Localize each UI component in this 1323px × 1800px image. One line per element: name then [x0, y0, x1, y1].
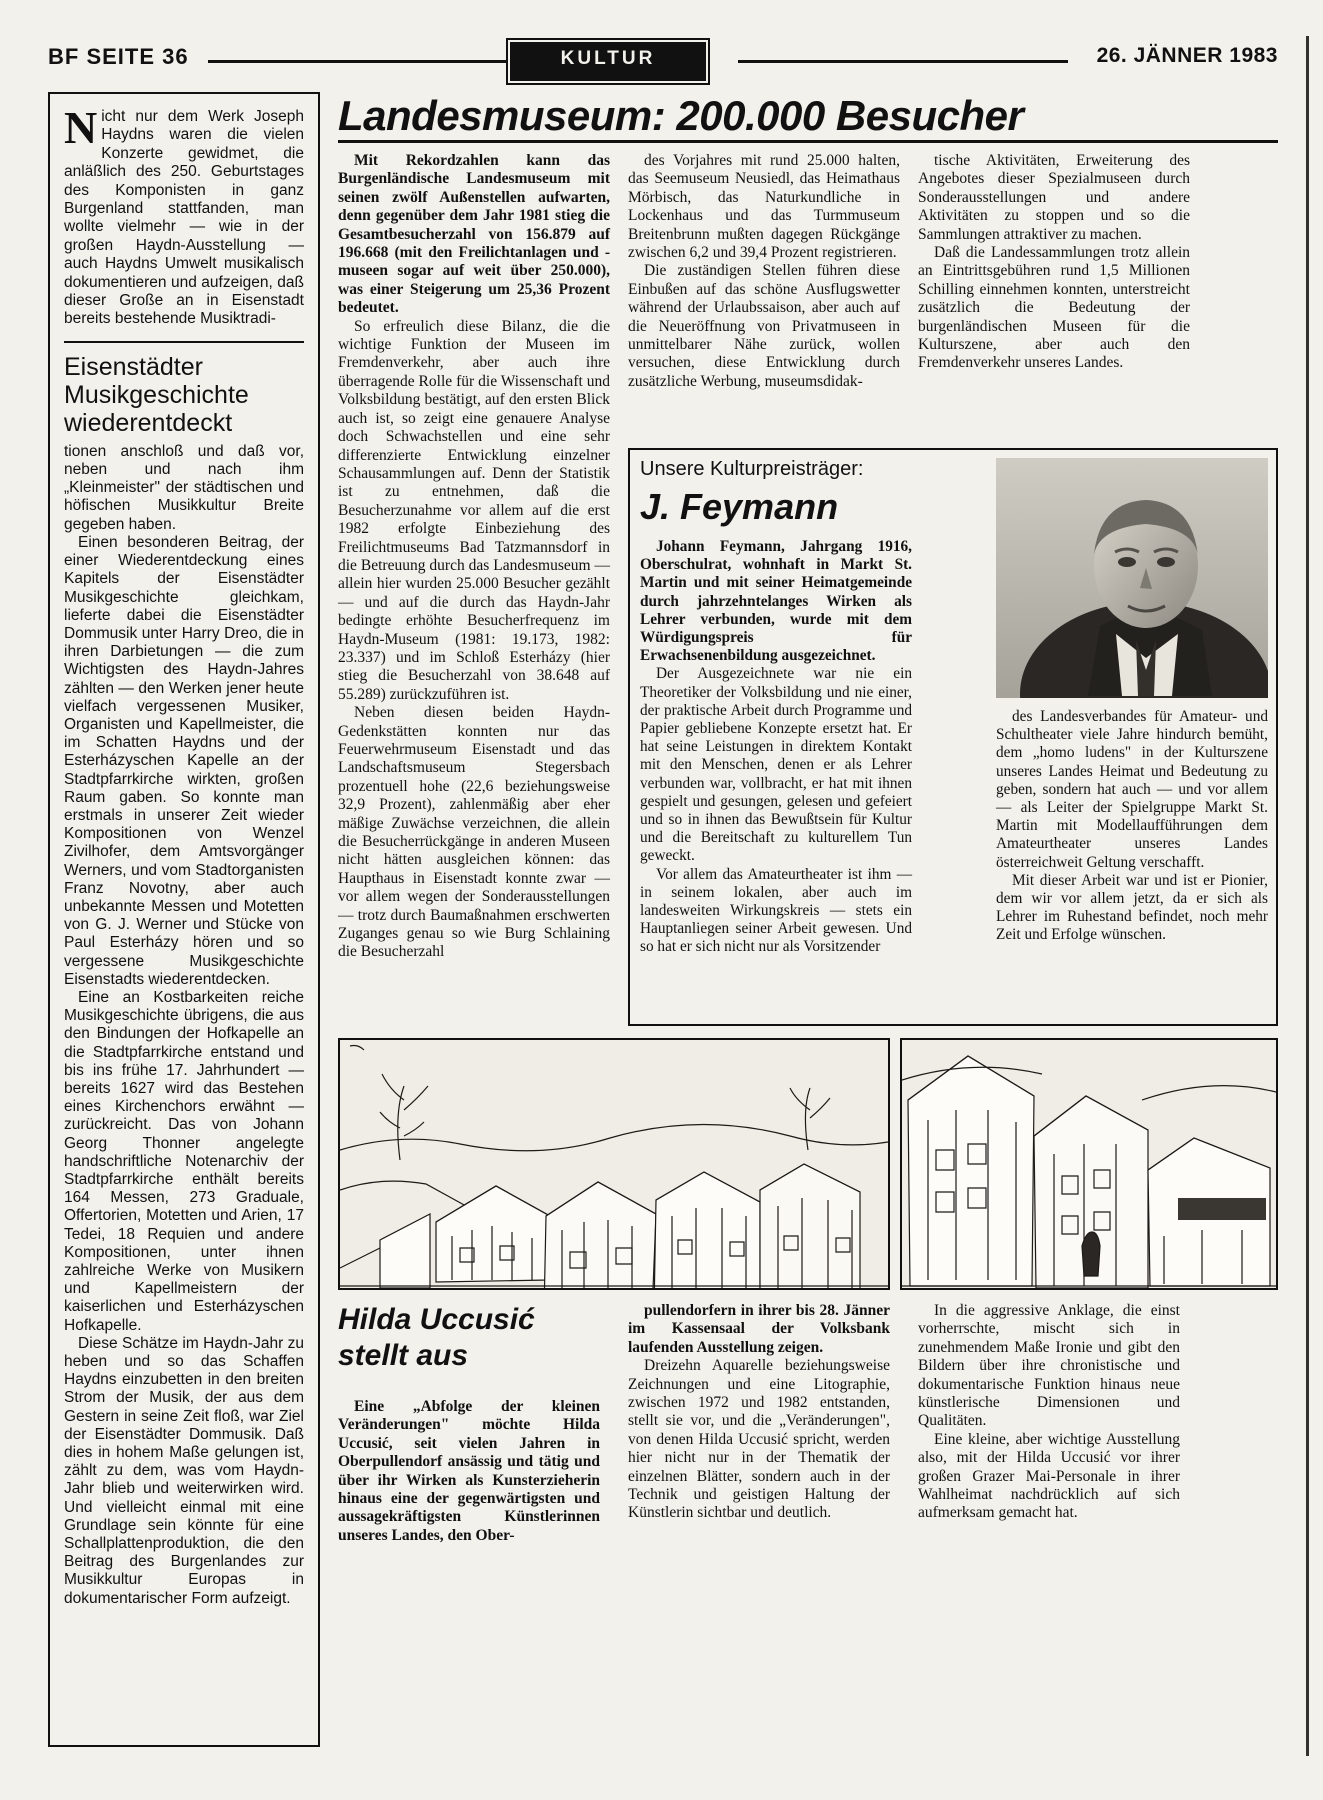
masthead-rule-right	[738, 60, 1068, 63]
sidebar-paragraph: Diese Schätze im Haydn-Jahr zu heben und so das Schaffen Haydns einzubetten in den breiten Strom der Musik, der aus dem Gestern in seine Zeit floß, war Ziel der Eisenstädter Dommusik. Daß dies in hohem Maße gelungen ist, zählt zu dem, was vom Haydn-Jahr blieb und weiterwirken wird. Und vielleicht einmal mit eine Grundlage sein könnte für eine Schallplattenproduktion, die den Beitrag des Burgenlandes zur Musikkultur Europas in dokumentarischer Form aufzeigt.	[64, 1334, 304, 1607]
sidebar-paragraph: tionen anschloß und daß vor, neben und nach ihm „Kleinmeister" der städtischen und höfischen Musikkultur Breite gegeben haben.	[64, 442, 304, 533]
bottom-column-e	[628, 1302, 890, 1523]
bottom-paragraph: Eine kleine, aber wichtige Ausstellung also, mit der Hilda Uccusić vor ihrer großen Grazer Mai-Personale in ihrer Wahlheimat nachdrücklich auf sich aufmerksam gemacht hat.	[918, 1430, 1180, 1522]
bottom-paragraph: Dreizehn Aquarelle beziehungsweise Zeichnungen und eine Litographie, zwischen 1972 und 1982 entstanden, stellt sie vor, und die „Veränderungen", von denen Hilda Uccusić spricht, werden hier nicht nur in der Thematik der einzelnen Blätter, sondern auch in der Technik und geistigen Haltung der Künstlerin sichtbar und deutlich.	[628, 1357, 890, 1522]
sidebar-article-box	[48, 92, 320, 1747]
drop-cap: N	[64, 102, 98, 153]
award-text-right	[996, 708, 1268, 945]
award-text-left	[640, 538, 912, 957]
article-paragraph: Neben diesen beiden Haydn-Gedenkstätten konnten nur das Feuerwehrmuseum Eisenstadt und das Landschaftsmuseum Stegersbach prozentuell hohe (22,6 beziehungsweise 32,9 Prozent), zahlenmäßig aber eher mäßige Zuwächse verzeichnen, die allein die Besucherrückgänge in anderen Museen nicht hätten ausgleichen können: das Haupthaus in Eisenstadt konnte zwar — vor allem wegen der Sonderausstellungen — trotz durch Baumaßnahmen erschwerten Zuganges genau so wie Burg Schlaining die Besucherzahl	[338, 704, 610, 961]
sidebar-heading: Eisenstädter Musikgeschichte wiederentdeckt	[64, 341, 304, 437]
village-rooftops-graphic	[340, 1040, 888, 1288]
page-edge-rule	[1306, 36, 1309, 1756]
sidebar-paragraph: Eine an Kostbarkeiten reiche Musikgeschichte übrigens, die aus den Bindungen der Hofkapelle an die Stadtpfarrkirche entstand und bis ins frühe 17. Jahrhundert — bereits 1627 wird das Bestehen eines Kirchenchors erwähnt — zurückreicht. Das von Johann Georg Thonner angelegte handschriftliche Notenarchiv der Stadtpfarrkirche enthält bereits 164 Messen, 273 Graduale, Offertorien, Motetten und Arien, 17 Tedei, 18 Requien und andere Kompositionen, unter ihnen zahlreiche Werke von Musikern und Kapellmeistern der kaiserlichen und Esterházyschen Hofkapelle.	[64, 988, 304, 1334]
award-paragraph: Johann Feymann, Jahrgang 1916, Oberschulrat, wohnhaft in Markt St. Martin und mit seiner Heimatgemeinde durch jahrzehntelanges Wirken als Lehrer verbunden, wurde mit dem Würdigungspreis für Erwachsenenbildung ausgezeichnet.	[640, 538, 912, 665]
bottom-paragraph: In die aggressive Anklage, die einst vorherrschte, mischt sich in zunehmendem Maße Ironie und gibt den Bildern über ihre chronistische und dokumentarische Funktion hinaus neue künstlerische Dimensionen und Qualitäten.	[918, 1302, 1180, 1430]
award-paragraph: Mit dieser Arbeit war und ist er Pionier, dem wir vor allem jetzt, da er sich als Lehrer im Ruhestand befindet, noch mehr Zeit und Erfolge wünschen.	[996, 871, 1268, 944]
award-box-label: Unsere Kulturpreisträger:	[640, 458, 864, 480]
article-column-b	[628, 152, 900, 391]
award-winner-name: J. Feymann	[640, 486, 839, 527]
masthead	[48, 38, 1278, 78]
sidebar-lead-paragraph	[64, 102, 304, 329]
section-badge-label: KULTUR	[560, 48, 656, 69]
sidebar-lead-text: icht nur dem Werk Joseph Haydns waren die vielen Konzerte gewidmet, die anläßlich des 250. Geburtstages des Komponisten in ganz Burgenland stattfanden, man wollte vielmehr — wie in der großen Haydn-Ausstellung — auch Haydns Umwelt musikalisch dokumentieren und aufzeigen, daß dieser Große an in Eisenstadt bereits bestehende Musiktradi-	[64, 108, 304, 328]
award-paragraph: Vor allem das Amateurtheater ist ihm — in seinem lokalen, aber auch im landesweiten Wirkungskreis — stets ein Hauptanliegen seiner Arbeit gewesen. Und so hat er sich nicht nur als Vorsitzender	[640, 865, 912, 956]
award-paragraph: Der Ausgezeichnete war nie ein Theoretiker der Volksbildung und nie einer, der praktische Arbeit durch Programme und Papier gebliebene Konzepte ersetzt hat. Er hat seine Leistungen in direktem Kontakt mit den Menschen, denen er als Lehrer verbunden war, vollbracht, er hat mit ihnen gespielt und gesungen, gelesen und gefeiert und so in ihnen das Bewußtsein für Kultur und die Bereitschaft zu kulturellem Tun geweckt.	[640, 665, 912, 865]
bottom-column-f	[918, 1302, 1180, 1523]
masthead-rule-left	[208, 60, 548, 63]
article-paragraph: tische Aktivitäten, Erweiterung des Angebotes dieser Spezialmuseen durch Sonderausstellungen und andere Aktivitäten zu stoppen und so die Sammlungen attraktiver zu machen.	[918, 152, 1190, 243]
bottom-headline: Hilda Uccusić stellt aus	[338, 1303, 535, 1372]
award-paragraph: des Landesverbandes für Amateur- und Schultheater viele Jahre hindurch bemüht, dem „homo ludens" in der Kulturszene unseres Landes Heimat und Bedeutung zu geben, sondern hat auch — und vor allem — als Leiter der Spielgruppe Markt St. Martin mit Modellaufführungen dem Amateurtheater unseres Landes österreichweit Geltung verschafft.	[996, 708, 1268, 871]
article-paragraph: Daß die Landessammlungen trotz allein an Eintrittsgebühren rund 1,5 Millionen Schilling einnehmen konnten, unterstreicht zusätzlich die Bedeutung der burgenländischen Museen für die Kulturszene, aber auch den Fremdenverkehr unseres Landes.	[918, 244, 1190, 372]
bottom-paragraph: Eine „Abfolge der kleinen Veränderungen" möchte Hilda Uccusić, seit vielen Jahren in Oberpullendorf ansässig und tätig und über ihr Wirken als Kunsterzieherin hinaus eine der gegenwärtigsten und aussagekräftigsten Künstlerinnen unseres Landes, den Ober-	[338, 1398, 600, 1544]
street-buildings-drawing	[900, 1038, 1278, 1290]
main-headline: Landesmuseum: 200.000 Besucher	[338, 92, 1024, 139]
village-rooftops-drawing	[338, 1038, 890, 1290]
article-column-c	[918, 152, 1190, 373]
portrait-photo	[996, 458, 1268, 698]
portrait-photo-graphic	[996, 458, 1268, 698]
headline-rule	[338, 140, 1278, 143]
article-paragraph: des Vorjahres mit rund 25.000 halten, das Seemuseum Neusiedl, das Heimathaus Mörbisch, das Naturkundliche in Lockenhaus und das Turmmuseum Breitenbrunn mußten dagegen Rückgänge zwischen 6,2 und 39,4 Prozent registrieren.	[628, 152, 900, 262]
page-number-label: BF SEITE 36	[48, 44, 189, 69]
article-paragraph: Mit Rekordzahlen kann das Burgenländische Landesmuseum mit seinen zwölf Außenstellen aufwarten, denn gegenüber dem Jahr 1981 stieg die Gesamtbesucherzahl von 156.879 auf 196.668 (mit den Freilichtanlagen und -museen sogar auf weit über 250.000), was einer Steigerung um 25,36 Prozent bedeutet.	[338, 152, 610, 317]
article-paragraph: So erfreulich diese Bilanz, die die wichtige Funktion der Museen im Fremdenverkehr, aber auch ihre überragende Rolle für die Wissenschaft und Volksbildung bestätigt, auf den ersten Blick auch ist, so zeigt eine genauere Analyse doch Schwachstellen und eine sehr differenzierte Entwicklung einzelner Schausammlungen auf. Denn der Statistik ist zu entnehmen, daß die Besucherzunahme vor allem auf die erst 1982 erfolgte Einbeziehung des Freilichtmuseums Bad Tatzmannsdorf in die Betreuung durch das Landesmuseum — allein hier wurden 25.000 Besucher gezählt — und auf die durch das Haydn-Jahr bedingte erhöhte Besucherfrequenz im Haydn-Museum (1981: 19.173, 1982: 23.337) und im Schloß Esterházy (hier stieg die Besucherzahl von 38.648 auf 55.289) zurückzuführen ist.	[338, 317, 610, 703]
street-buildings-graphic	[902, 1040, 1276, 1288]
section-badge	[510, 42, 706, 81]
sidebar-body	[64, 443, 304, 1608]
bottom-column-d	[338, 1398, 600, 1545]
article-column-a	[338, 152, 610, 962]
article-paragraph: Die zuständigen Stellen führen diese Einbußen auf das schöne Ausflugswetter während der Urlaubssaison, aber auch auf die Neueröffnung von Privatmuseen in unmittelbarer Nähe zurück, wollen versuchen, diese Entwicklung durch zusätzliche Werbung, museumsdidak-	[628, 262, 900, 390]
award-winner-box	[628, 448, 1278, 1026]
sidebar-paragraph: Einen besonderen Beitrag, der einer Wiederentdeckung eines Kapitels der Eisenstädter Musikgeschichte gleichkam, lieferte dabei die Eisenstädter Dommusik unter Harry Dreo, die in ihren Darbietungen — die zum Wichtigsten des Haydn-Jahres zählten — den Werken jener heute vielfach vergessenen Musiker, Organisten und Kapellmeister, die im Schatten Haydns und der Esterházyschen Kapelle an der Stadtpfarrkirche wirkten, großen Raum gaben. So konnte man erstmals in unserer Zeit wieder Kompositionen von Wenzel Zivilhofer, dem Amtsvorgänger Werners, und vom Stadtorganisten Franz Novotny, aber auch unbekannte Messen und Motetten von G. J. Werner und Stücke von Paul Esterházy hören und so vergessene Musikgeschichte Eisenstadts wiederentdecken.	[64, 533, 304, 988]
bottom-paragraph: pullendorfern in ihrer bis 28. Jänner im Kassensaal der Volksbank laufenden Ausstellung zeigen.	[628, 1302, 890, 1356]
issue-date: 26. JÄNNER 1983	[1096, 44, 1278, 67]
